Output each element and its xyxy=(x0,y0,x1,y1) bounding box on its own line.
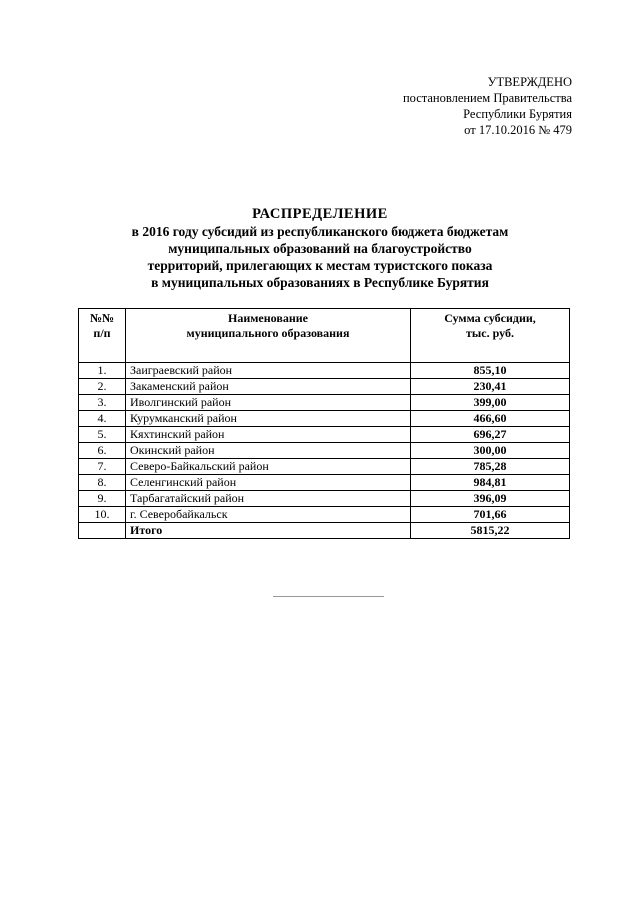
row-number: 6. xyxy=(79,443,126,459)
row-sum: 785,28 xyxy=(411,459,570,475)
row-municipality: Селенгинский район xyxy=(126,475,411,491)
row-number: 5. xyxy=(79,427,126,443)
header-sum-line-2: тыс. руб. xyxy=(466,326,514,340)
title-line-4: в муниципальных образованиях в Республике Бурятия xyxy=(151,275,489,290)
total-row xyxy=(79,523,570,539)
row-municipality: Иволгинский район xyxy=(126,395,411,411)
table-row xyxy=(79,411,570,427)
row-sum: 696,27 xyxy=(411,427,570,443)
document-title xyxy=(0,206,640,291)
row-sum: 399,00 xyxy=(411,395,570,411)
approval-date-number: от 17.10.2016 № 479 xyxy=(464,123,572,137)
row-number: 7. xyxy=(79,459,126,475)
row-number: 1. xyxy=(79,363,126,379)
header-number-line-1: №№ xyxy=(89,311,115,325)
table-row xyxy=(79,475,570,491)
title-line-1: в 2016 году субсидий из республиканского бюджета бюджетам xyxy=(131,224,509,239)
header-sum-line-1: Сумма субсидии, xyxy=(444,311,536,325)
header-name xyxy=(126,309,411,363)
row-number: 3. xyxy=(79,395,126,411)
row-sum: 466,60 xyxy=(411,411,570,427)
row-municipality: Тарбагатайский район xyxy=(126,491,411,507)
row-sum: 230,41 xyxy=(411,379,570,395)
title-line-3: территорий, прилегающих к местам туристского показа xyxy=(147,258,493,273)
row-municipality: г. Северобайкальск xyxy=(126,507,411,523)
row-sum: 984,81 xyxy=(411,475,570,491)
row-number: 8. xyxy=(79,475,126,491)
header-sum xyxy=(411,309,570,363)
header-number-line-2: п/п xyxy=(93,326,111,340)
row-municipality: Окинский район xyxy=(126,443,411,459)
header-number xyxy=(79,309,126,363)
total-sum: 5815,22 xyxy=(411,523,570,539)
row-sum: 855,10 xyxy=(411,363,570,379)
subsidy-table xyxy=(78,308,570,539)
row-number: 4. xyxy=(79,411,126,427)
header-name-line-1: Наименование xyxy=(228,311,308,325)
table-row xyxy=(79,427,570,443)
approval-resolution: постановлением Правительства xyxy=(402,91,572,105)
table-row xyxy=(79,379,570,395)
header-name-line-2: муниципального образования xyxy=(186,326,350,340)
title-line-2: муниципальных образований на благоустройство xyxy=(168,241,472,256)
row-sum: 701,66 xyxy=(411,507,570,523)
footer-divider xyxy=(273,596,384,597)
row-sum: 396,09 xyxy=(411,491,570,507)
title-heading: РАСПРЕДЕЛЕНИЕ xyxy=(252,206,388,222)
total-number-cell xyxy=(79,523,126,539)
row-municipality: Курумканский район xyxy=(126,411,411,427)
table-header-row xyxy=(79,309,570,363)
row-municipality: Закаменский район xyxy=(126,379,411,395)
row-sum: 300,00 xyxy=(411,443,570,459)
approval-block xyxy=(403,74,572,138)
row-number: 10. xyxy=(79,507,126,523)
approval-republic: Республики Бурятия xyxy=(463,107,572,121)
total-label: Итого xyxy=(126,523,411,539)
table-row xyxy=(79,459,570,475)
row-number: 9. xyxy=(79,491,126,507)
table-row xyxy=(79,443,570,459)
row-municipality: Заиграевский район xyxy=(126,363,411,379)
row-municipality: Кяхтинский район xyxy=(126,427,411,443)
row-municipality: Северо-Байкальский район xyxy=(126,459,411,475)
row-number: 2. xyxy=(79,379,126,395)
table-row xyxy=(79,507,570,523)
table-row xyxy=(79,395,570,411)
approval-stamp: УТВЕРЖДЕНО xyxy=(487,75,572,89)
table-row xyxy=(79,363,570,379)
table-row xyxy=(79,491,570,507)
